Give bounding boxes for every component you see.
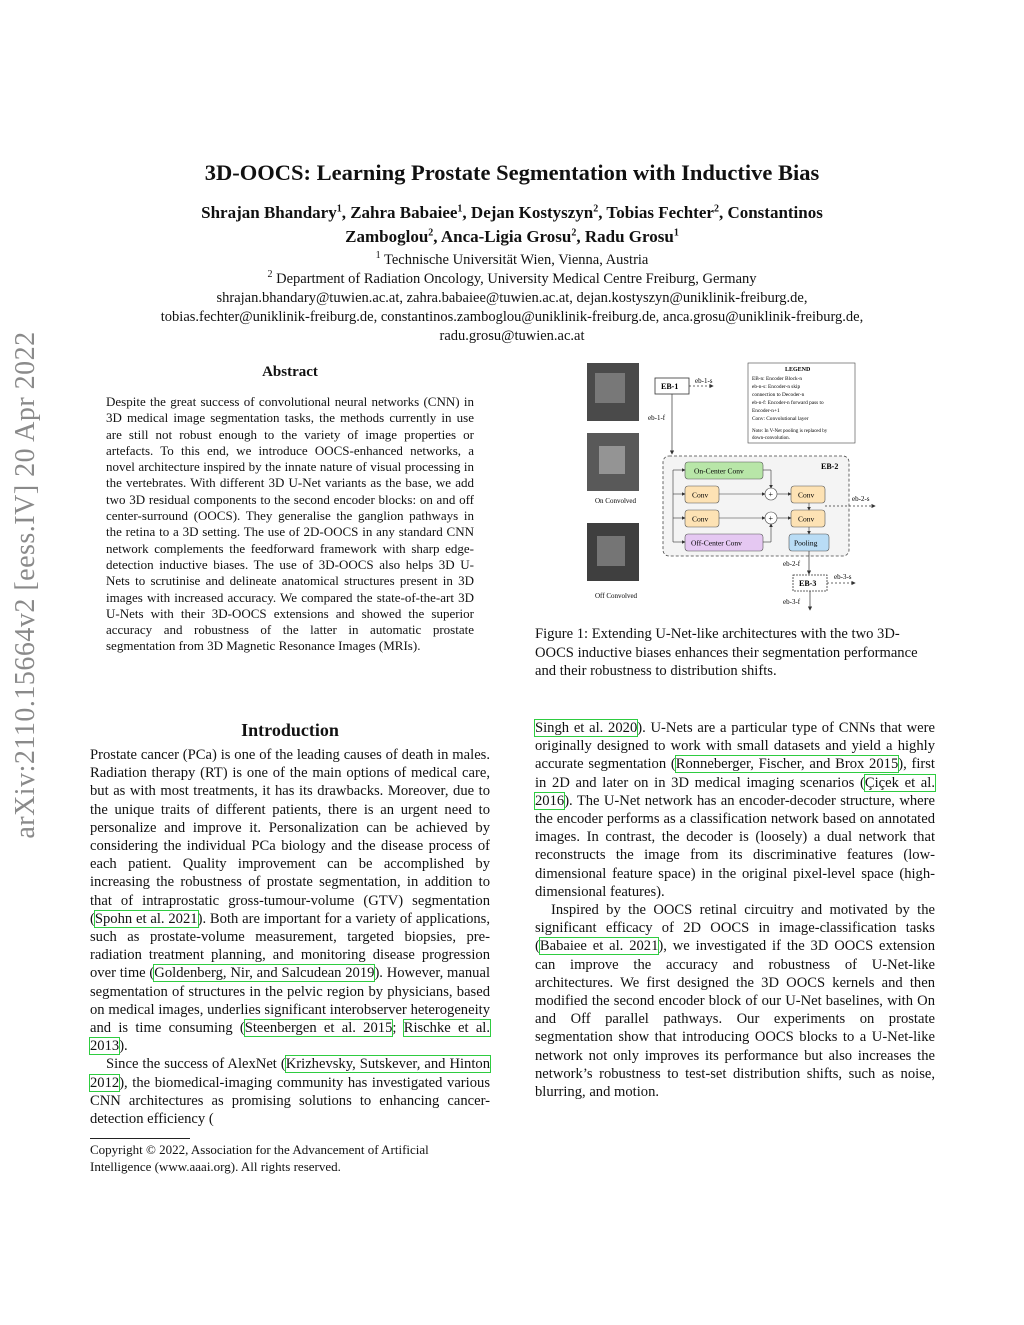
eb3s-label: eb-3-s [834, 573, 852, 581]
legend-line: eb-n-f: Encoder-n forward pass to [752, 400, 824, 406]
author-list [60, 201, 964, 249]
author: , Anca-Ligia Grosu [433, 227, 572, 246]
affil-mark: 2 [267, 269, 273, 281]
off-center-conv-label: Off-Center Conv [691, 538, 742, 548]
affil-mark: 2 [571, 227, 577, 239]
citation-link[interactable]: Rischke et al. 2013 [90, 1020, 491, 1055]
paper-title: 3D-OOCS: Learning Prostate Segmentation with Inductive Bias [204, 160, 820, 185]
abstract-heading: Abstract [262, 364, 318, 380]
on-convolved-label: On Convolved [595, 497, 637, 505]
eb2s-label: eb-2-s [852, 495, 870, 503]
text-run: ). Both are important for a variety of applications, such as prostate-volume measurement, targeted biopsies, pre-radiation treatment planning, and monitoring disease progression over time ( [90, 910, 490, 982]
paragraph [535, 901, 935, 1101]
paragraph [535, 719, 935, 901]
text-run: ). However, manual segmentation of structures in the pelvic region by physicians, based on medical images, underlies significant interobserver heterogeneity and is time consuming ( [90, 965, 491, 1037]
email-line: shrajan.bhandary@tuwien.ac.at, zahra.babaiee@tuwien.ac.at, dejan.kostyszyn@uniklinik-freiburg.de, [216, 290, 808, 306]
affiliation-2 [60, 270, 964, 289]
citation-link[interactable]: Babaiee et al. 2021 [539, 938, 659, 955]
affil-mark: 2 [428, 227, 434, 239]
off-convolved-label: Off Convolved [595, 592, 638, 600]
affil-mark: 1 [336, 203, 342, 215]
eb1s-label: eb-1-s [695, 377, 713, 385]
body-column-left [90, 746, 490, 1128]
legend-line: Encoder-n+1 [752, 408, 780, 414]
section-heading-introduction: Introduction [241, 720, 339, 740]
figure-caption: Figure 1: Extending U-Net-like architectures with the two 3D-OOCS inductive biases enhances their segmentation performance and their robustness to distribution shifts. [535, 626, 918, 679]
legend-title: LEGEND [785, 367, 811, 373]
conv-label: Conv [692, 490, 709, 500]
legend-line: connection to Decoder-n [752, 392, 805, 398]
legend-line: eb-n-s: Encoder-n skip [752, 384, 801, 390]
email-line: tobias.fechter@uniklinik-freiburg.de, constantinos.zamboglou@uniklinik-freiburg.de, anca.grosu@uniklinik-freiburg.de, [160, 309, 864, 325]
text-run: ; [392, 1020, 404, 1037]
citation-link[interactable]: Krizhevsky, Sutskever, and Hinton 2012 [90, 1056, 490, 1091]
eb1f-label: eb-1-f [648, 414, 666, 422]
citation-link[interactable]: Steenbergen et al. 2015 [244, 1020, 393, 1037]
legend-line: EB-n: Encoder Block-n [752, 376, 803, 382]
text-run: Inspired by the OOCS retinal circuitry and motivated by the significant efficacy of 2D OOCS in image-classification tasks ( [535, 902, 935, 955]
eb2f-label: eb-2-f [783, 560, 801, 568]
author: Shrajan Bhandary [201, 203, 337, 222]
email-line: radu.grosu@tuwien.ac.at [439, 328, 585, 344]
on-center-conv-label: On-Center Conv [694, 466, 744, 476]
citation-link[interactable]: Spohn et al. 2021 [94, 910, 198, 927]
citation-link[interactable]: Çiçek et al. 2016 [535, 774, 935, 809]
citation-link[interactable]: Singh et al. 2020 [535, 720, 638, 736]
conv-label: Conv [798, 514, 815, 524]
affil-mark: 1 [375, 250, 381, 262]
affil-mark: 2 [713, 203, 719, 215]
affiliation-text: Technische Universität Wien, Vienna, Austria [380, 252, 649, 268]
citation-link[interactable]: Ronneberger, Fischer, and Brox 2015 [675, 756, 899, 773]
author: , Zahra Babaiee [341, 203, 458, 222]
legend-note: down-convolution. [752, 436, 790, 441]
plus-label: + [768, 514, 774, 523]
text-run: ), we investigated if the 3D OOCS extension can improve the accuracy and robustness of U-Net-like architectures. We first designed the 3D OOCS kernels and then modified the second encoder block of our U-Net baselines, with On and Off parallel pathways. Our experiments on prostate segmentation show that introducing OOCS blocks to a U-Net-like network not only improves its performance but also increases the network’s robustness to test-set distribution shifts, such as noise, blurring, and motion. [535, 938, 935, 1101]
text-run: ). [119, 1038, 128, 1055]
citation-link[interactable]: Goldenberg, Nir, and Salcudean 2019 [154, 965, 375, 982]
text-run: Since the success of AlexNet ( [106, 1056, 286, 1073]
paragraph [90, 746, 490, 1055]
legend-line: Conv: Convolutional layer [752, 416, 809, 422]
pooling-label: Pooling [794, 538, 818, 548]
paragraph [90, 1055, 490, 1128]
affil-mark: 2 [593, 203, 599, 215]
eb1-label: EB-1 [661, 382, 679, 391]
affiliation-1 [60, 251, 964, 270]
eb3f-label: eb-3-f [783, 598, 801, 606]
text-run: ). U-Nets are a particular type of CNNs that were originally designed to work with small datasets and yield a highly accurate segmentation ( [535, 720, 935, 773]
conv-label: Conv [798, 490, 815, 500]
affil-mark: 1 [457, 203, 463, 215]
eb2-label: EB-2 [821, 462, 839, 471]
text-run: ), the biomedical-imaging community has investigated various CNN architectures as promising solutions to enhancing cancer-detection efficiency ( [90, 1074, 490, 1128]
text-run: Prostate cancer (PCa) is one of the leading causes of death in males. Radiation therapy (RT) is one of the main options of medical care, but as with most treatments, it has its drawbacks. Moreover, due to the unique traits of different patients, there is an urgent need to personalize and improve it. Personalization can be achieved by considering the individual PCa biology and the disease process of each patient. Quality improvement can be accomplished by increasing the robustness of prostate segmentation, in addition to that of intraprostatic gross-tumour-volume (GTV) segmentation ( [90, 747, 490, 927]
conv-label: Conv [692, 514, 709, 524]
author: , Constantinos [718, 203, 823, 222]
copyright-footnote: Copyright © 2022, Association for the Advancement of Artificial Intelligence (www.aaai.org). All rights reserved. [90, 1142, 429, 1174]
legend-note: Note: In V-Net pooling is replaced by [752, 429, 828, 434]
author: , Dejan Kostyszyn [462, 203, 594, 222]
text-run: ). The U-Net network has an encoder-decoder structure, where the encoder performs as a classification network based on annotated images. In contrast, the decoder is (loosely) a dual network that reconstructs the image from its discriminative features (low-dimensional feature space) in the original pixel-level space (high-dimensional features). [535, 792, 935, 900]
author: , Radu Grosu [576, 227, 674, 246]
body-column-right [535, 719, 935, 1101]
eb3-label: EB-3 [799, 579, 817, 588]
affiliation-text: Department of Radiation Oncology, University Medical Centre Freiburg, Germany [272, 271, 757, 287]
arxiv-stamp: arXiv:2110.15664v2 [eess.IV] 20 Apr 2022 [10, 331, 41, 839]
footnote-rule [90, 1138, 190, 1139]
abstract-text: Despite the great success of convolutional neural networks (CNN) in 3D medical image segmentation tasks, the methods currently in use are still not robust enough to the variety of image properties or artefacts. To this end, we introduce OOCS-enhanced networks, a novel architecture inspired by the innate nature of visual processing in the vertebrates. With different 3D U-Net variants as the base, we add two 3D residual components to the second encoder blocks: on and off center-surround (OOCS). They generalise the ganglion pathways in the retina to a 3D setting. The use of 2D-OOCS in any standard CNN network complements the feedforward framework with sharp edge-detection inductive biases. The use of 3D-OOCS also helps 3D U-Nets to scrutinise and delineate anatomical structures present in 3D images with increased accuracy. We compared the state-of-the-art 3D U-Nets with their 3D-OOCS extensions and showed the superior accuracy and robustness of the latter in automatic prostate segmentation from 3D Magnetic Resonance Images (MRIs). [106, 394, 474, 654]
plus-label: + [768, 490, 774, 499]
author: Zamboglou [345, 227, 429, 246]
author: , Tobias Fechter [598, 203, 714, 222]
architecture-figure [585, 358, 885, 618]
text-run: ), first in 2D and later on in 3D medical imaging scenarios ( [535, 756, 935, 791]
affil-mark: 1 [673, 227, 679, 239]
